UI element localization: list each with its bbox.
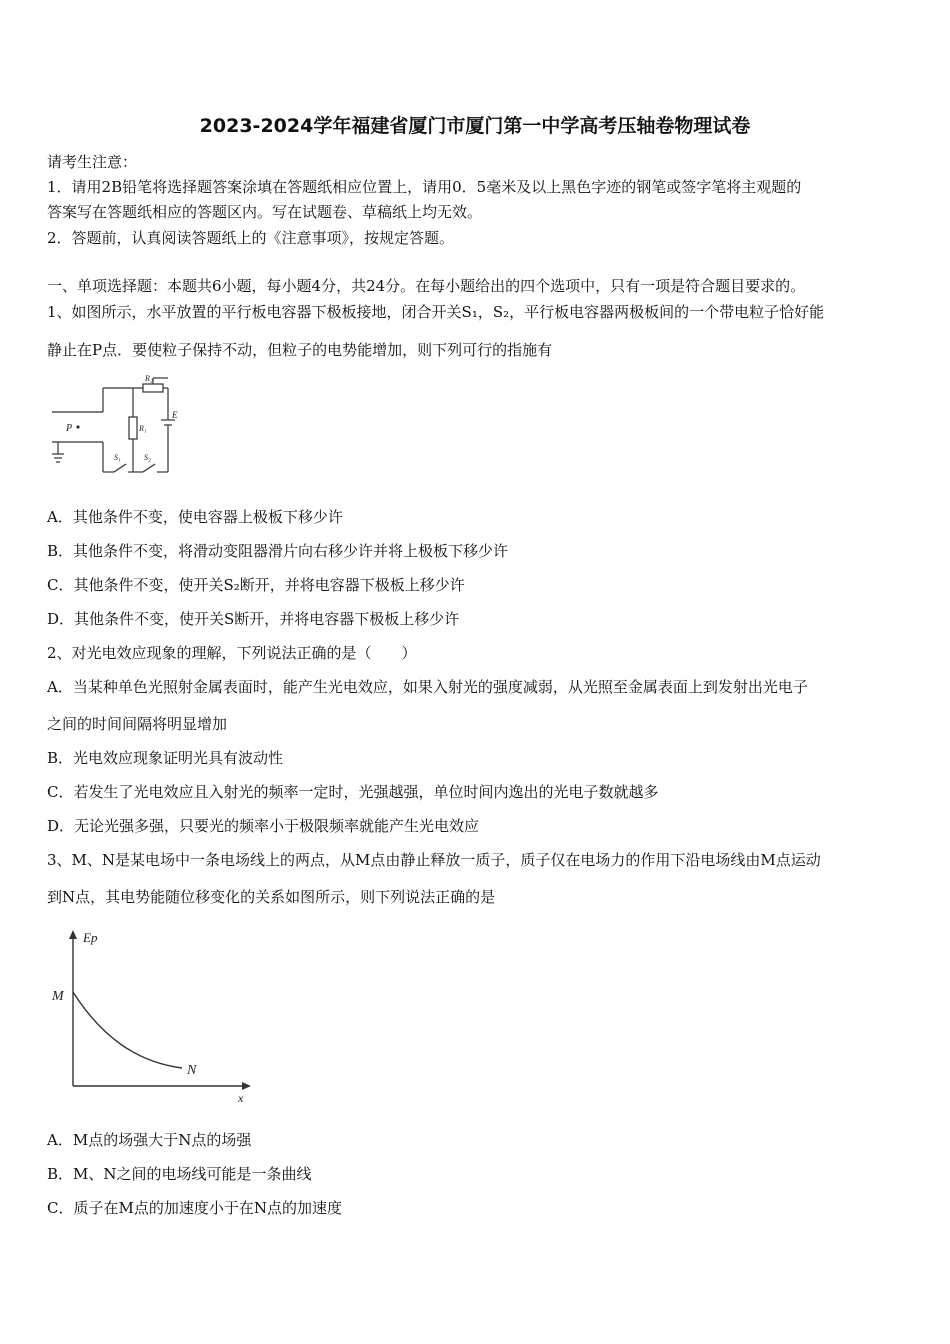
circuit-label-s2: S₂ [144, 453, 151, 462]
q1-option-a: A．其他条件不变，使电容器上极板下移少许 [47, 508, 343, 526]
q3-stem-line-2: 到N点，其电势能随位移变化的关系如图所示，则下列说法正确的是 [47, 888, 496, 906]
circuit-label-s1: S₁ [114, 453, 121, 462]
q1-circuit-diagram [48, 372, 188, 480]
q2-option-a-line-2: 之间的时间间隔将明显增加 [47, 715, 228, 733]
q2-option-d: D．无论光强多强，只要光的频率小于极限频率就能产生光电效应 [47, 817, 480, 835]
q2-option-a-line-1: A．当某种单色光照射金属表面时，能产生光电效应，如果入射光的强度减弱，从光照至金属表面上到发射出光电子 [47, 678, 808, 696]
circuit-label-e: E [172, 410, 178, 420]
graph-y-axis-label: Ep [83, 930, 98, 945]
circuit-label-r2: R₂ [145, 374, 153, 383]
q3-option-b: B．M、N之间的电场线可能是一条曲线 [47, 1165, 312, 1183]
q1-option-d: D．其他条件不变，使开关S断开，并将电容器下极板上移少许 [47, 610, 460, 628]
circuit-label-p: P [66, 423, 73, 434]
q3-option-a: A．M点的场强大于N点的场强 [47, 1131, 252, 1149]
q1-stem-line-2: 静止在P点．要使粒子保持不动，但粒子的电势能增加，则下列可行的指施有 [47, 341, 553, 359]
q2-option-b: B．光电效应现象证明光具有波动性 [47, 749, 284, 767]
notice-item-1-line-2: 答案写在答题纸相应的答题区内。写在试题卷、草稿纸上均无效。 [47, 203, 483, 221]
q3-option-c: C．质子在M点的加速度小于在N点的加速度 [47, 1199, 342, 1217]
notice-item-2: 2．答题前，认真阅读答题纸上的《注意事项》，按规定答题。 [47, 229, 455, 247]
circuit-label-r1: R₁ [139, 424, 147, 433]
q2-option-c: C．若发生了光电效应且入射光的频率一定时，光强越强，单位时间内逸出的光电子数就越多 [47, 783, 659, 801]
graph-point-n-label: N [187, 1063, 197, 1078]
section-heading: 一、单项选择题：本题共6小题，每小题4分，共24分。在每小题给出的四个选项中，只有一项是符合题目要求的。 [47, 277, 806, 295]
page-title: 2023-2024学年福建省厦门市厦门第一中学高考压轴卷物理试卷 [199, 115, 751, 137]
q1-stem-line-1: 1、如图所示，水平放置的平行板电容器下极板接地，闭合开关S₁，S₂，平行板电容器两极板间的一个带电粒子恰好能 [47, 303, 825, 321]
q2-stem: 2、对光电效应现象的理解，下列说法正确的是（ ） [47, 644, 417, 662]
q1-option-b: B．其他条件不变，将滑动变阻器滑片向右移少许并将上极板下移少许 [47, 542, 509, 560]
notice-heading: 请考生注意： [47, 153, 138, 171]
graph-point-m-label: M [52, 989, 64, 1004]
q1-option-c: C．其他条件不变，使开关S₂断开，并将电容器下极板上移少许 [47, 576, 465, 594]
graph-x-axis-label: x [238, 1091, 244, 1105]
q3-stem-line-1: 3、M、N是某电场中一条电场线上的两点，从M点由静止释放一质子，质子仅在电场力的作用下沿电场线由M点运动 [47, 851, 821, 869]
q3-energy-graph [46, 926, 256, 1104]
notice-item-1-line-1: 1．请用2B铅笔将选择题答案涂填在答题纸相应位置上，请用0．5毫米及以上黑色字迹的钢笔或签字笔将主观题的 [47, 178, 802, 196]
